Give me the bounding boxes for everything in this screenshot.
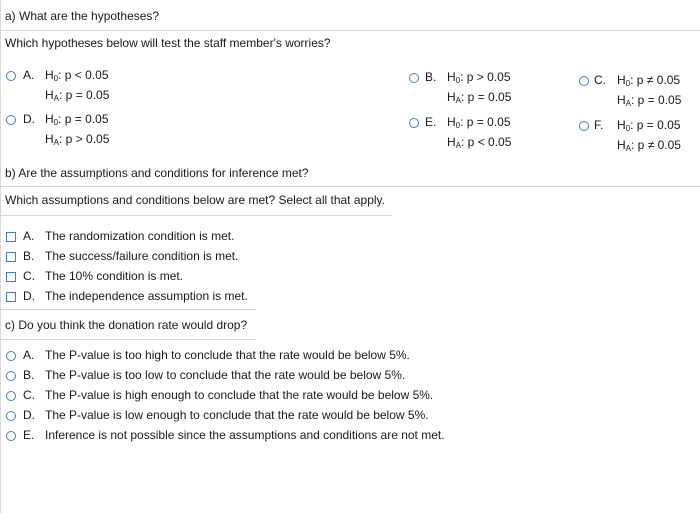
h-expression: : p < 0.05: [461, 135, 512, 149]
part-c-heading: c) Do you think the donation rate would drop?: [5, 318, 248, 332]
alternative-hypothesis: [45, 88, 109, 103]
h-label: H: [617, 73, 626, 87]
option-letter: F.: [594, 118, 604, 132]
separator: [0, 30, 700, 31]
left-border: [0, 0, 1, 513]
option-letter: C.: [23, 388, 35, 402]
checkbox-icon[interactable]: [6, 232, 16, 242]
h-label: H: [447, 70, 456, 84]
radio-button-icon[interactable]: [6, 391, 16, 401]
null-hypothesis: [617, 118, 681, 133]
h-subscript: 0: [625, 79, 631, 88]
radio-button-icon[interactable]: [6, 71, 16, 81]
checkbox-icon[interactable]: [6, 272, 16, 282]
option-letter: B.: [425, 70, 437, 84]
separator: [0, 186, 700, 187]
option-letter: E.: [425, 115, 437, 129]
h-label: H: [617, 138, 626, 152]
option-text: The 10% condition is met.: [45, 269, 184, 283]
h-subscript: 0: [53, 118, 59, 127]
option-text: The randomization condition is met.: [45, 229, 235, 243]
part-b-heading: b) Are the assumptions and conditions for inference met?: [5, 166, 309, 180]
h-expression: : p = 0.05: [630, 118, 681, 132]
option-letter: A.: [23, 68, 35, 82]
h-expression: : p > 0.05: [59, 132, 110, 146]
option-letter: D.: [23, 408, 35, 422]
h-subscript: A: [53, 94, 60, 103]
h-label: H: [45, 68, 54, 82]
option-text: The independence assumption is met.: [45, 289, 248, 303]
h-subscript: A: [625, 144, 632, 153]
h-subscript: 0: [455, 76, 461, 85]
alternative-hypothesis: [447, 90, 511, 105]
radio-button-icon[interactable]: [409, 73, 419, 83]
option-text: The P-value is high enough to conclude that the rate would be below 5%.: [45, 388, 434, 402]
null-hypothesis: [45, 112, 109, 127]
radio-button-icon[interactable]: [6, 411, 16, 421]
h-label: H: [447, 90, 456, 104]
radio-button-icon[interactable]: [6, 371, 16, 381]
option-letter: C.: [594, 73, 606, 87]
h-expression: : p ≠ 0.05: [630, 73, 681, 87]
null-hypothesis: [447, 70, 511, 85]
h-expression: : p ≠ 0.05: [631, 138, 681, 152]
option-letter: B.: [23, 368, 35, 382]
h-subscript: 0: [625, 124, 631, 133]
part-a-prompt: Which hypotheses below will test the staff member's worries?: [5, 36, 331, 50]
h-label: H: [447, 115, 456, 129]
checkbox-icon[interactable]: [6, 252, 16, 262]
h-expression: : p < 0.05: [58, 68, 109, 82]
null-hypothesis: [447, 115, 511, 130]
option-text: The P-value is low enough to conclude that the rate would be below 5%.: [45, 408, 429, 422]
radio-button-icon[interactable]: [6, 115, 16, 125]
h-expression: : p = 0.05: [58, 112, 109, 126]
alternative-hypothesis: [617, 138, 681, 153]
h-label: H: [45, 132, 54, 146]
h-expression: : p = 0.05: [631, 93, 682, 107]
h-expression: : p = 0.05: [460, 115, 511, 129]
h-expression: : p = 0.05: [59, 88, 110, 102]
h-expression: : p = 0.05: [461, 90, 512, 104]
checkbox-icon[interactable]: [6, 292, 16, 302]
option-letter: C.: [23, 269, 35, 283]
option-letter: A.: [23, 229, 35, 243]
alternative-hypothesis: [45, 132, 109, 147]
h-label: H: [447, 135, 456, 149]
separator: [0, 309, 256, 310]
radio-button-icon[interactable]: [579, 76, 589, 86]
h-label: H: [45, 88, 54, 102]
h-expression: : p > 0.05: [460, 70, 511, 84]
option-letter: D.: [23, 112, 35, 126]
part-b-prompt: Which assumptions and conditions below are met? Select all that apply.: [5, 193, 385, 207]
null-hypothesis: [45, 68, 109, 83]
radio-button-icon[interactable]: [409, 118, 419, 128]
h-subscript: 0: [455, 121, 461, 130]
h-subscript: A: [625, 99, 632, 108]
option-text: The P-value is too low to conclude that the rate would be below 5%.: [45, 368, 406, 382]
option-text: The success/failure condition is met.: [45, 249, 239, 263]
h-subscript: 0: [53, 74, 59, 83]
option-letter: D.: [23, 289, 35, 303]
h-label: H: [617, 93, 626, 107]
part-a-heading: a) What are the hypotheses?: [5, 9, 160, 23]
option-letter: B.: [23, 249, 35, 263]
option-letter: A.: [23, 348, 35, 362]
radio-button-icon[interactable]: [579, 121, 589, 131]
null-hypothesis: [617, 73, 680, 88]
option-text: The P-value is too high to conclude that the rate would be below 5%.: [45, 348, 410, 362]
radio-button-icon[interactable]: [6, 351, 16, 361]
option-letter: E.: [23, 428, 35, 442]
separator: [0, 339, 256, 340]
h-label: H: [617, 118, 626, 132]
option-text: Inference is not possible since the assumptions and conditions are not met.: [45, 428, 445, 442]
separator: [0, 215, 392, 216]
h-subscript: A: [455, 96, 462, 105]
radio-button-icon[interactable]: [6, 431, 16, 441]
h-subscript: A: [455, 141, 462, 150]
h-label: H: [45, 112, 54, 126]
alternative-hypothesis: [617, 93, 681, 108]
h-subscript: A: [53, 138, 60, 147]
alternative-hypothesis: [447, 135, 511, 150]
